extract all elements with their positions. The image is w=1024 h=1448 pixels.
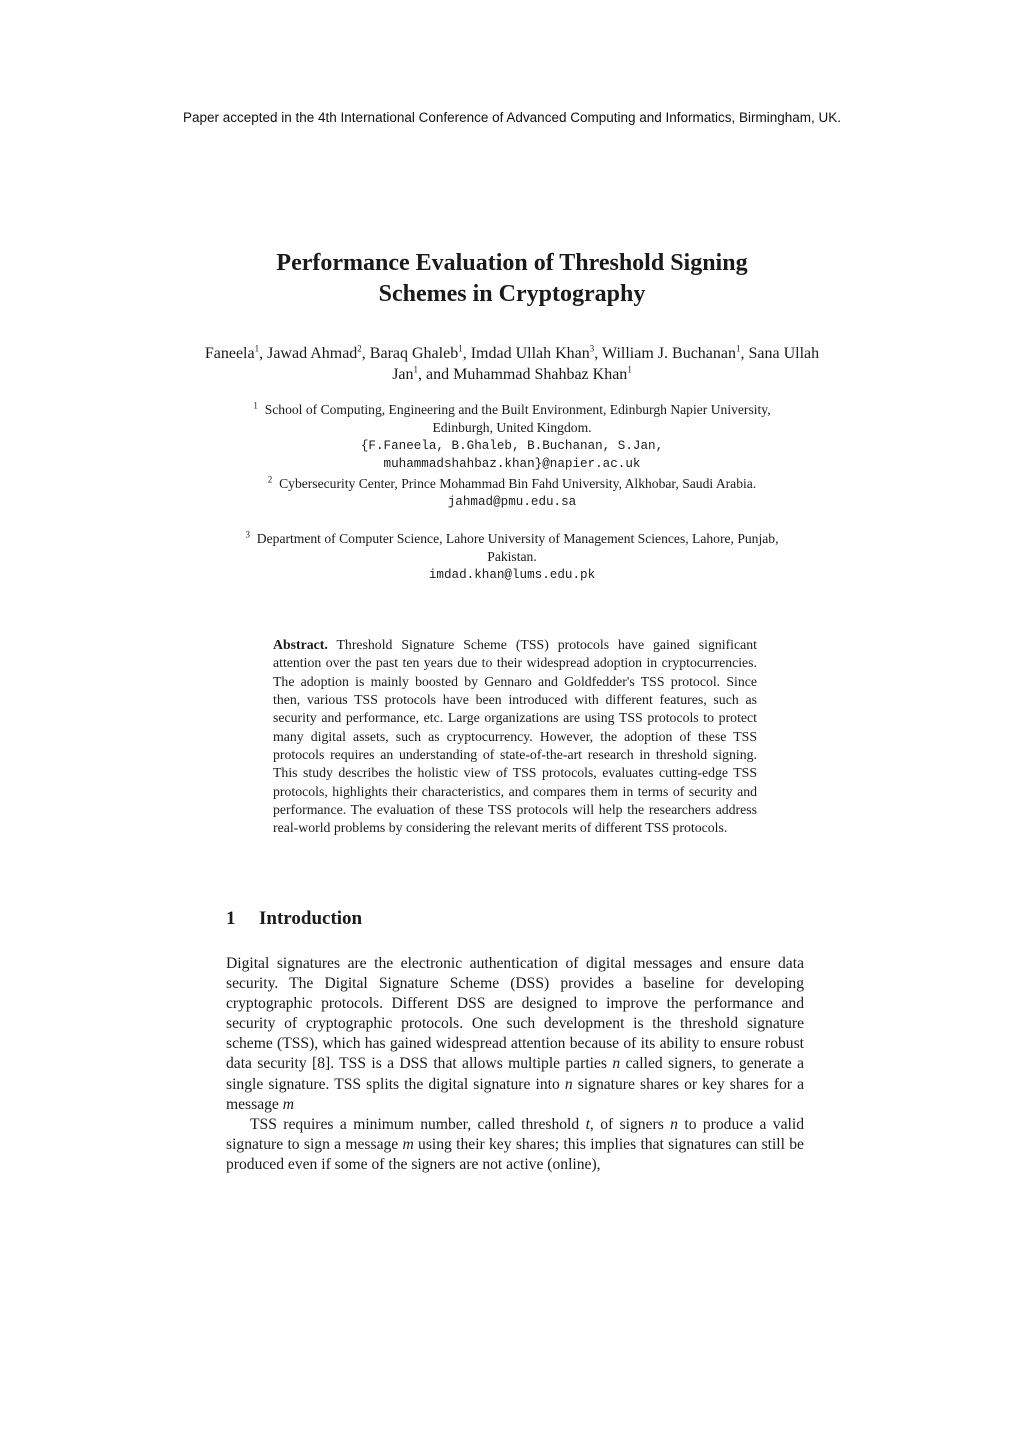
author: Sana Ullah Jan$^1$, and	[392, 345, 820, 383]
title-line-2: Schemes in Cryptography	[378, 281, 646, 307]
abstract-label: Abstract.	[273, 637, 328, 652]
author: William J. Buchanan$^1$,	[602, 343, 749, 362]
conference-note: Paper accepted in the 4th International Conference of Advanced Computing and Informatics, Birmingham, UK.	[182, 110, 842, 125]
author: Faneela$^1$,	[204, 343, 268, 362]
affiliation-text: Cybersecurity Center, Prince Mohammad Bin Fahd University, Alkhobar, Saudi Arabia.	[279, 476, 757, 491]
affiliation-email-line-1: {F.Faneela, B.Ghaleb, B.Buchanan, S.Jan,	[360, 439, 664, 453]
paragraph: TSS requires a minimum number, called threshold t, of signers n to produce a valid signature to sign a message m using their key shares; this implies that signatures can still be produced even if some of the signers are not active (online),	[226, 1115, 804, 1173]
affiliation-email-line-2: muhammadshahbaz.khan}@napier.ac.uk	[383, 457, 641, 471]
affiliation-text: School of Computing, Engineering and the Built Environment, Edinburgh Napier University, Edinburgh, United Kingdom.	[264, 402, 771, 435]
section-number: 1	[226, 908, 236, 929]
abstract-text: Threshold Signature Scheme (TSS) protocols have gained significant attention over the past ten years due to their widespread adoption in cryptocurrencies. The adoption is mainly boosted by Gennaro and Goldfedder's TSS protocol. Since then, various TSS protocols have been introduced with different features, such as security and performance, etc. Large organizations are using TSS protocols to protect many digital assets, such as cryptocurrency. However, the adoption of these TSS protocols requires an understanding of state-of-the-art research in threshold signing. This study describes the holistic view of TSS protocols, evaluates cutting-edge TSS protocols, highlights their characteristics, and compares them in terms of security and performance. The evaluation of these TSS protocols will help the researchers address real-world problems by considering the relevant merits of different TSS protocols.	[273, 637, 757, 836]
affiliation-2	[225, 475, 799, 511]
section-title: Introduction	[259, 908, 363, 929]
abstract	[273, 636, 757, 838]
author: Muhammad Shahbaz Khan$^1$	[453, 364, 632, 383]
affiliation-1	[225, 401, 799, 473]
affiliation-text: Department of Computer Science, Lahore University of Management Sciences, Lahore, Punjab, Pakistan.	[256, 531, 779, 564]
author-list	[200, 343, 824, 385]
introduction-body	[226, 954, 804, 1175]
paragraph: Digital signatures are the electronic authentication of digital messages and ensure data security. The Digital Signature Scheme (DSS) provides a baseline for developing cryptographic protocols. Different DSS are designed to improve the performance and security of cryptographic protocols. One such development is the threshold signature scheme (TSS), which has gained widespread attention because of its ability to ensure robust data security [8]. TSS is a DSS that allows multiple parties n called signers, to generate a single signature. TSS splits the digital signature into n signature shares or key shares for a message m	[226, 955, 805, 1113]
title-line-1: Performance Evaluation of Threshold Signing	[276, 250, 748, 276]
affiliation-email: jahmad@pmu.edu.sa	[447, 495, 577, 509]
affiliation-email: imdad.khan@lums.edu.pk	[428, 568, 596, 582]
affiliation-number: 2	[267, 474, 273, 485]
author: Baraq Ghaleb$^1$,	[369, 343, 471, 362]
author: Imdad Ullah Khan$^3$,	[470, 343, 602, 362]
affiliation-number: 3	[245, 529, 250, 540]
section-heading	[226, 908, 362, 930]
paper-title	[0, 248, 1024, 310]
author: Jawad Ahmad$^2$,	[267, 343, 370, 362]
affiliation-3	[225, 530, 799, 584]
affiliation-number: 1	[253, 400, 258, 411]
